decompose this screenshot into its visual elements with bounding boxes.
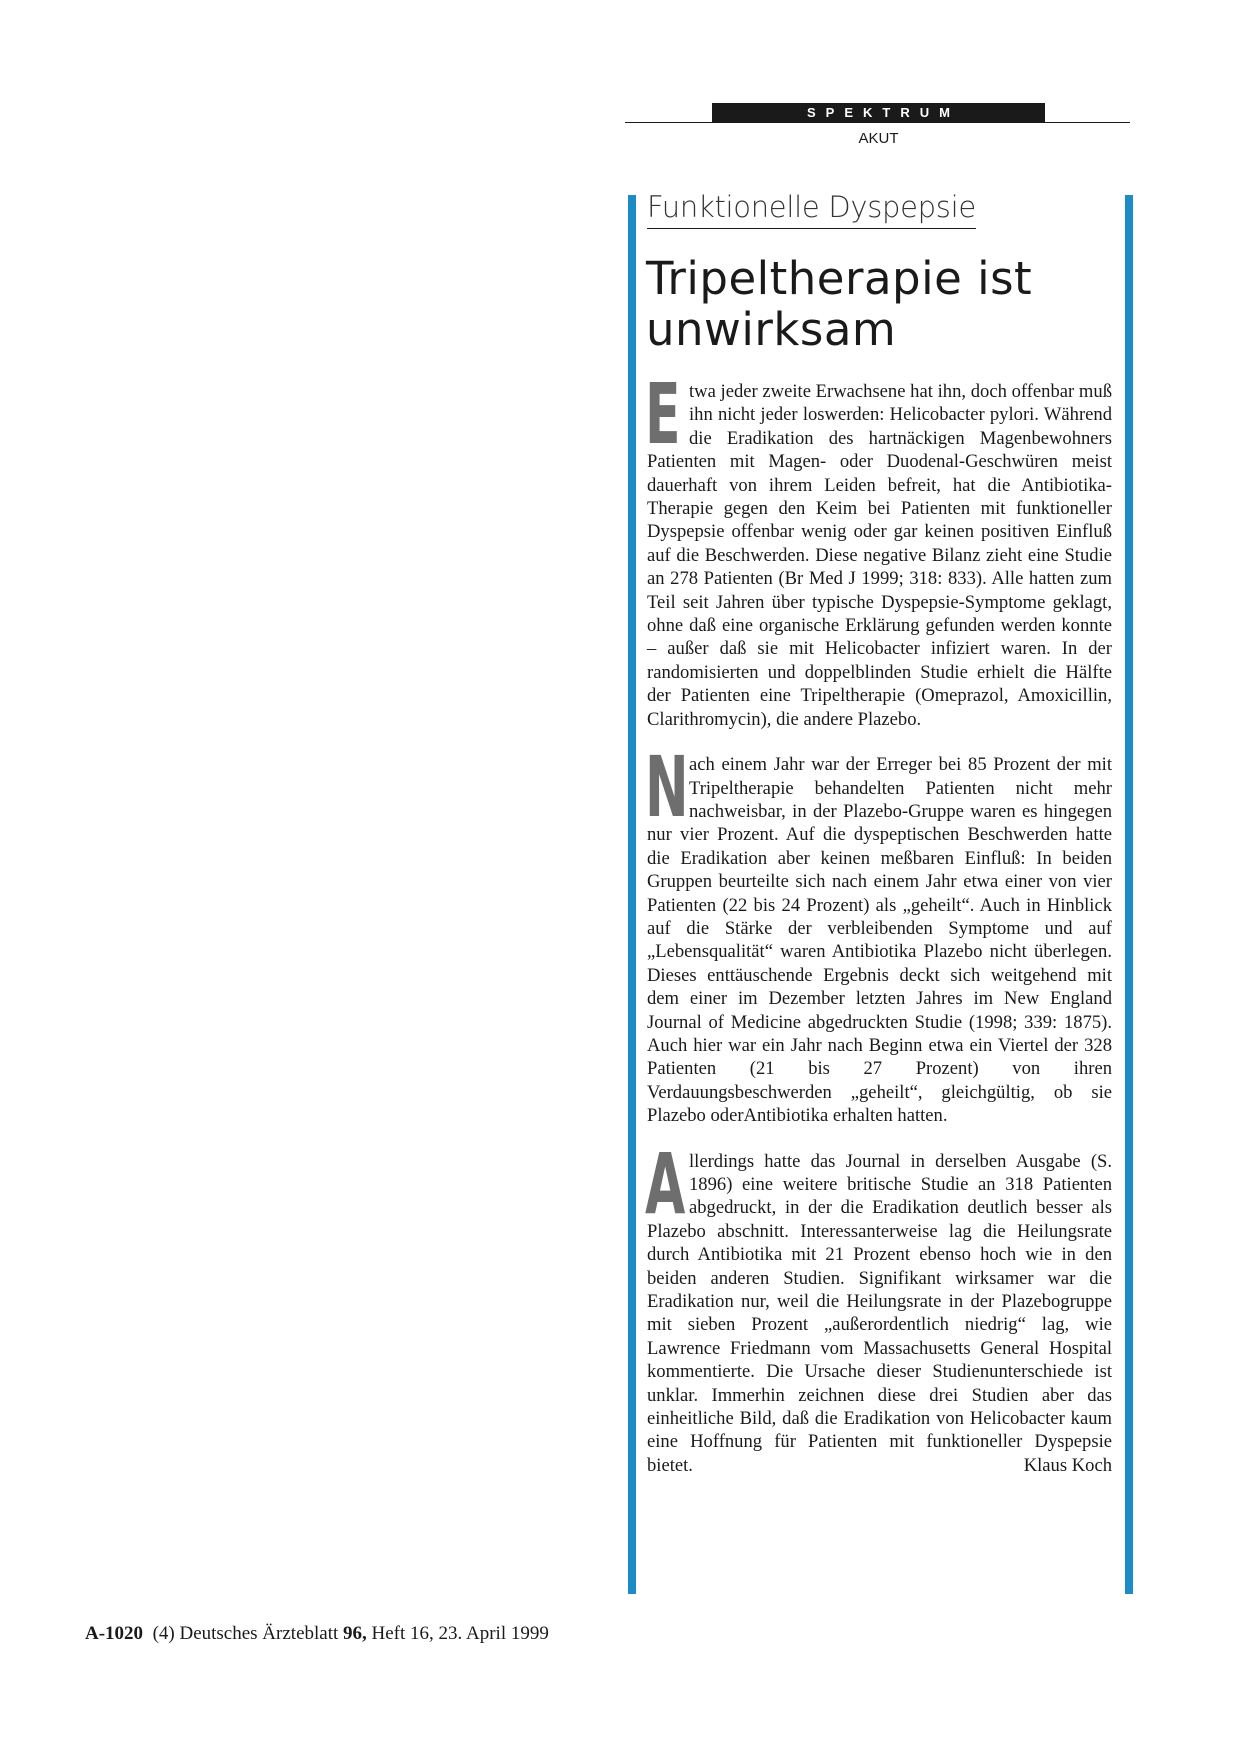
article-author: Klaus Koch: [1023, 1454, 1112, 1476]
paragraph-text: ach einem Jahr war der Erreger bei 85 Prozent der mit Tripeltherapie behandelten Patienten nicht mehr nachweisbar, in der Plazebo-Gruppe waren es hingegen nur vier Prozent. Auf die dyspeptischen Beschwerden hatte die Eradikation aber keinen meßbaren Einfluß: In beiden Gruppen beurteilte sich nach einem Jahr etwa einer von vier Patienten (22 bis 24 Prozent) als „geheilt“. Auch in Hinblick auf die Stärke der verbleibenden Symptome und auf „Lebensqualität“ waren Antibiotika Plazebo nicht überlegen. Dieses enttäuschende Ergebnis deckt sich weitgehend mit dem einer im Dezember letzten Jahres im New England Journal of Medicine abgedruckten Studie (1998; 339: 1875). Auch hier war ein Jahr nach Beginn etwa ein Viertel der 328 Patienten (21 bis 27 Prozent) von ihren Verdauungsbeschwerden „geheilt“, gleichgültig, ob sie Plazebo oderAntibiotika erhalten hatten.: [647, 754, 1112, 1127]
section-label: SPEKTRUM: [712, 103, 1045, 123]
paragraph-text: llerdings hatte das Journal in derselben Ausgabe (S. 1896) eine weitere britische Studie an 318 Patienten abgedruckt, in der die Eradikation deutlich besser als Plazebo abschnitt. Interessanterweise lag die Heilungsrate durch Antibiotika mit 21 Prozent ebenso hoch wie in den beiden anderen Studien. Signifikant wirksamer war die Eradikation nur, weil die Heilungsrate in der Plazebogruppe mit sieben Prozent „außerordentlich niedrig“ lag, wie Lawrence Friedmann vom Massachusetts General Hospital kommentierte. Die Ursache dieser Studienunterschiede ist unklar. Immerhin zeichnen diese drei Studien aber das einheitliche Bild, daß die Eradikation von Helicobacter kaum eine Hoffnung für Patienten mit funktioneller Dyspepsie bietet.: [647, 1150, 1112, 1476]
drop-cap: E: [645, 365, 681, 463]
article-paragraph: [645, 738, 1112, 1128]
issue-number: (4): [152, 1623, 175, 1644]
article-headline: Tripeltherapie ist unwirksam: [646, 252, 1033, 356]
article-paragraph: [645, 1134, 1112, 1478]
journal-name: Deutsches Ärzteblatt: [179, 1623, 339, 1644]
drop-cap: A: [645, 1134, 686, 1233]
volume-number: 96,: [343, 1623, 367, 1644]
paragraph-text: twa jeder zweite Erwachsene hat ihn, doch offenbar muß ihn nicht jeder loswerden: Helicobacter pylori. Während die Eradikation des hartnäckigen Magenbewohners Patienten mit Magen- oder Duodenal-Geschwüren meist dauerhaft von ihrem Leiden befreit, hat die Antibiotika-Therapie gegen den Keim bei Patienten mit funktioneller Dyspepsie offenbar wenig oder gar keinen positiven Einfluß auf die Beschwerden. Diese negative Bilanz zieht eine Studie an 278 Patienten (Br Med J 1999; 318: 833). Alle hatten zum Teil seit Jahren über typische Dyspepsie-Symptome geklagt, ohne daß eine organische Erklärung gefunden werden konnte – außer daß sie mit Helicobacter infiziert waren. In der randomisierten und doppelblinden Studie erhielt die Hälfte der Patienten eine Tripeltherapie (Omeprazol, Amoxicillin, Clarithromycin), die andere Plazebo.: [647, 381, 1112, 730]
article-kicker: Funktionelle Dyspepsie: [647, 190, 976, 229]
article-left-rule: [628, 195, 636, 1594]
article-paragraph: [645, 365, 1112, 731]
article-right-rule: [1125, 195, 1133, 1594]
drop-cap: N: [645, 738, 689, 837]
issue-date: Heft 16, 23. April 1999: [371, 1623, 549, 1644]
subsection-label: AKUT: [858, 130, 899, 147]
page-number: A-1020: [85, 1623, 144, 1644]
article-body: [645, 365, 1112, 1499]
page-footer: [85, 1623, 549, 1645]
